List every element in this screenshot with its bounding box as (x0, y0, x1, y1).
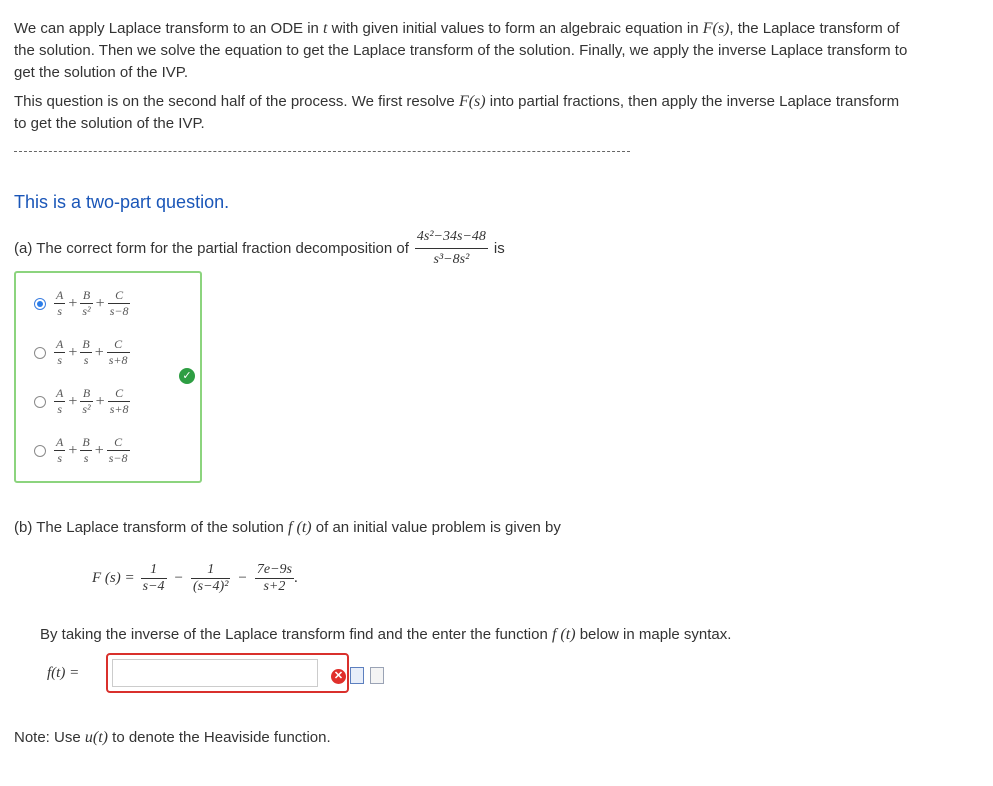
part-b-prompt: (b) The Laplace transform of the solution f (t) of an initial value problem is given by (14, 519, 561, 536)
option-term: $\frac{C}{s-8}$ (108, 435, 128, 465)
option-term: $\frac{A}{s}$ (56, 386, 64, 416)
check-circle-icon: ✓ (179, 368, 195, 384)
option-expression: $\frac{A}{s}$ + $\frac{B}{\text{s²}}$ + $\frac{C}{s+8}$ (56, 386, 129, 416)
option-term: $\frac{A}{s}$ (56, 337, 64, 367)
fs-term-1: $\frac{1}{s-4}$ (142, 562, 165, 594)
note: Note: Use u(t) to denote the Heaviside function. (14, 729, 331, 746)
option-1[interactable] (34, 288, 130, 319)
option-term: $\frac{C}{s+8}$ (109, 386, 129, 416)
laplace-expression: F (s) = $\frac{1}{s-4}$ − $\frac{1}{\text{(s−4)²}}$ − $\frac{7e-9s}{s+2}$ . (92, 562, 298, 594)
part-b-instruction: By taking the inverse of the Laplace transform find and the enter the function f (t) below in maple syntax. (40, 626, 732, 643)
answer-field-frame (106, 653, 349, 693)
radio-button[interactable] (34, 445, 46, 457)
option-term: $\frac{B}{s}$ (82, 435, 90, 465)
option-term: $\frac{B}{\text{s²}}$ (82, 288, 91, 318)
question-headline: This is a two-part question. (14, 192, 230, 212)
divider (14, 151, 630, 152)
x-circle-icon: ✕ (331, 669, 346, 684)
option-2[interactable] (34, 337, 130, 368)
option-expression: $\frac{A}{s}$ + $\frac{B}{s}$ + $\frac{C}{s-8}$ (56, 435, 128, 465)
part-a-prompt: (a) The correct form for the partial fraction decomposition of $\frac{\text{4s²−34s−48}}{\text{s³−8s²}}$ is (14, 226, 505, 271)
option-4[interactable] (34, 435, 130, 466)
option-expression: $\frac{A}{s}$ + $\frac{B}{s}$ + $\frac{C}{s+8}$ (56, 337, 128, 367)
option-term: $\frac{C}{s+8}$ (108, 337, 128, 367)
option-expression: $\frac{A}{s}$ + $\frac{B}{\text{s²}}$ + $\frac{C}{s-8}$ (56, 288, 129, 318)
fs-term-2: $\frac{1}{\text{(s−4)²}}$ (193, 562, 229, 594)
radio-button[interactable] (34, 396, 46, 408)
option-3[interactable] (34, 386, 130, 417)
intro-paragraph-1: We can apply Laplace transform to an ODE in t with given initial values to form an algebraic equation in F(s), the Laplace transform of the solution. Then we solve the equation to get the Laplace transform of the solution. Finally, we apply the inverse Laplace transform to get the solution of the IVP. (14, 20, 908, 81)
option-term: $\frac{A}{s}$ (56, 435, 64, 465)
part-a-fraction: $\frac{\text{4s²−34s−48}}{\text{s³−8s²}}$ (415, 226, 488, 271)
radio-button[interactable] (34, 347, 46, 359)
option-term: $\frac{B}{\text{s²}}$ (82, 386, 91, 416)
preview-icon[interactable] (350, 667, 364, 684)
radio-button[interactable] (34, 298, 46, 310)
option-term: $\frac{A}{s}$ (56, 288, 64, 318)
answer-label: f(t) = (47, 665, 80, 681)
syntax-help-icon[interactable] (370, 667, 384, 684)
fs-term-3: $\frac{7e-9s}{s+2}$ (256, 562, 292, 594)
option-term: $\frac{B}{s}$ (82, 337, 90, 367)
answer-input[interactable] (112, 659, 318, 687)
intro-paragraph-2: This question is on the second half of the process. We first resolve F(s) into partial fractions, then apply the inverse Laplace transform to get the solution of the IVP. (14, 93, 900, 132)
option-term: $\frac{C}{s-8}$ (109, 288, 129, 318)
